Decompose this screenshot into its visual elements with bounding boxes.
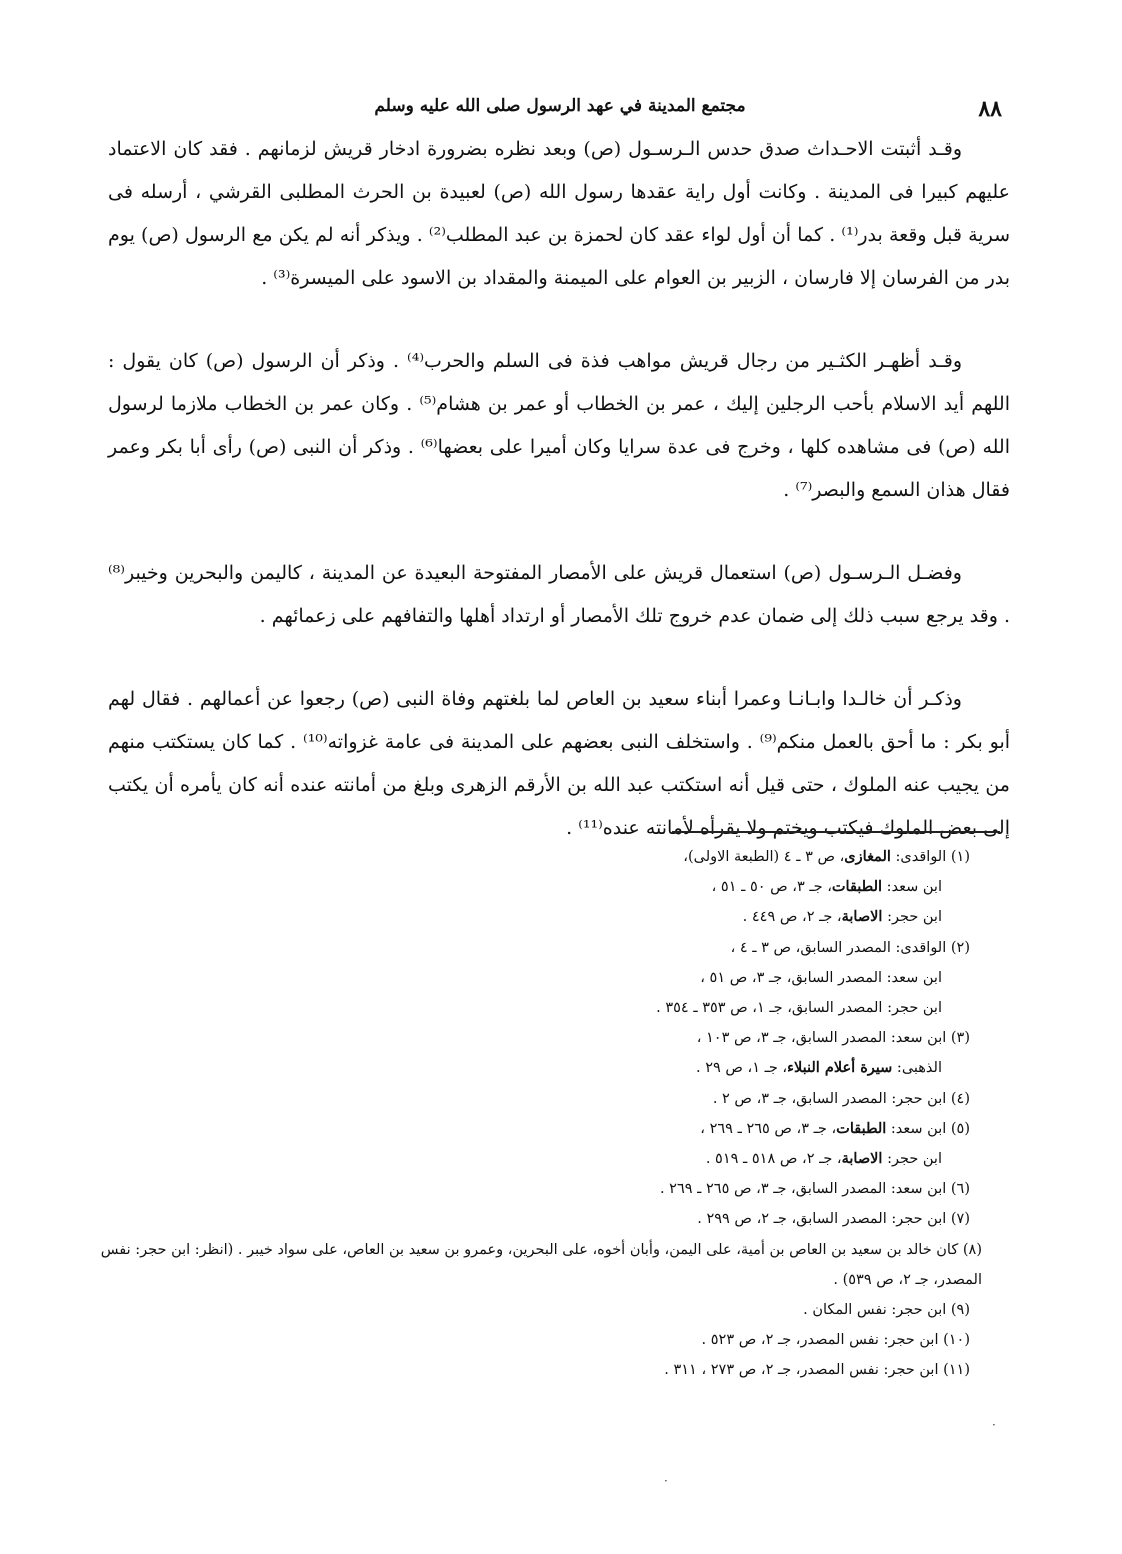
footnote-reference: ، جـ ١، ص ٢٩ .: [695, 1060, 788, 1077]
page-number: ٨٨: [978, 96, 1002, 122]
page-speck: ·: [664, 1474, 668, 1488]
footnote-source: (٧) ابن حجر:: [886, 1211, 970, 1228]
footnote-source: (٣) ابن سعد:: [886, 1030, 970, 1047]
body-text: [108, 128, 1010, 850]
footnote-reference: ، جـ ٢، ص ٤٤٩ .: [742, 909, 842, 926]
footnote-source: (٤) ابن حجر:: [886, 1090, 970, 1107]
paragraph: وذكـر أن خالـدا وابـانـا وعمرا أبناء سعيد بن العاص لما بلغتهم وفاة النبى (ص) رجعوا عن أعمالهم . فقال لهم أبو بكر : ما أحق بالعمل منكم⁽⁹⁾ . واستخلف النبى بعضهم على المدينة فى عامة غزواته⁽¹⁰⁾ . كما كان يستكتب منهم من يجيب عنه الملوك ، حتى قيل أنه استكتب عبد الله بن الأرقم الزهرى وبلغ من أمانته عنده أنه كان يأمره أن يكتب إلى بعض الملوك فيكتب ويختم ولا يقرأه لأمانته عنده⁽¹¹⁾ .: [108, 688, 1011, 839]
running-title: مجتمع المدينة في عهد الرسول صلى الله عليه وسلم: [374, 96, 746, 116]
paragraph: وفضـل الـرسـول (ص) استعمال قريش على الأمصار المفتوحة البعيدة عن المدينة ، كاليمن والبحرين وخيبر⁽⁸⁾ . وقد يرجع سبب ذلك إلى ضمان عدم خروج تلك الأمصار أو ارتداد أهلها والتفافهم على زعمائهم .: [108, 562, 1010, 627]
footnote-line: [100, 902, 970, 932]
paragraph: وقـد أثبتت الاحـداث صدق حدس الـرسـول (ص) وبعد نظره بضرورة ادخار قريش لزمانهم . فقد كان الاعتماد عليهم كبيرا فى المدينة . وكانت أول راية عقدها رسول الله (ص) لعبيدة بن الحرث المطلبى القرشي ، أرسله فى سرية قبل وقعة بدر⁽¹⁾ . كما أن أول لواء عقد كان لحمزة بن عبد المطلب⁽²⁾ . ويذكر أنه لم يكن مع الرسول (ص) يوم بدر من الفرسان إلا فارسان ، الزبير بن العوام على الميمنة والمقداد بن الاسود على الميسرة⁽³⁾ .: [108, 138, 1011, 289]
page-speck: ·: [992, 1418, 996, 1432]
footnote-reference: نفس المكان .: [803, 1302, 887, 1319]
footnote-source: ابن حجر:: [882, 1151, 942, 1168]
footnote-line: [100, 1023, 970, 1053]
footnote-source: (٥) ابن سعد:: [886, 1120, 970, 1137]
footnote-line: [100, 1084, 970, 1114]
footnote-source: (٨) كان خالد بن سعيد بن العاص بن أمية، على اليمن، وأبان أخوه، على البحرين، وعمرو بن سعيد بن العاص، على سواد خيبر . (انظر: ابن حجر: نفس المصدر، جـ ٢، ص ٥٣٩) .: [100, 1241, 982, 1288]
footnote-title: سيرة أعلام النبلاء: [787, 1059, 893, 1077]
footnote-reference: المصدر السابق، ص ٣ ـ ٤ ،: [730, 939, 891, 956]
footnote-reference: نفس المصدر، جـ ٢، ص ٥٢٣ .: [701, 1332, 879, 1349]
footnote-line: [100, 1204, 970, 1234]
footnote-reference: المصدر السابق، جـ ٣، ص ٢٦٥ ـ ٢٦٩ .: [659, 1181, 887, 1198]
footnote-line: [100, 1053, 970, 1083]
footnote-title: الطبقات: [836, 1119, 887, 1137]
page-header: [100, 94, 1020, 128]
footnote-reference: ، ص ٣ ـ ٤ (الطبعة الاولى)،: [683, 849, 845, 865]
footnote-separator: [672, 831, 1000, 833]
footnote-title: الطبقات: [831, 878, 883, 896]
footnote-line: [100, 933, 970, 963]
footnote-line: [80, 1235, 982, 1295]
footnote-line: [100, 1325, 970, 1355]
footnote-reference: المصدر السابق، جـ ٣، ص ١٠٣ ،: [696, 1030, 887, 1047]
footnote-reference: المصدر السابق، جـ ٣، ص ٥١ ،: [700, 969, 883, 986]
footnote-line: [100, 842, 970, 872]
footnote-line: [100, 1144, 970, 1174]
footnote-source: ابن حجر:: [882, 909, 942, 926]
footnote-line: [100, 993, 970, 1023]
footnote-source: (٦) ابن سعد:: [886, 1181, 970, 1198]
footnotes: [100, 842, 982, 1386]
footnote-title: الاصابة: [841, 908, 883, 926]
footnote-reference: المصدر السابق، جـ ٣، ص ٢ .: [712, 1090, 887, 1107]
footnote-reference: ، جـ ٢، ص ٥١٨ ـ ٥١٩ .: [705, 1151, 842, 1168]
footnote-reference: ، جـ ٣، ص ٢٦٥ ـ ٢٦٩ ،: [700, 1120, 837, 1137]
footnote-line: [100, 1114, 970, 1144]
footnote-source: (١١) ابن حجر:: [878, 1362, 970, 1379]
footnote-source: ابن حجر:: [882, 1000, 942, 1017]
footnote-source: (١٠) ابن حجر:: [878, 1332, 970, 1349]
footnote-source: (١) الواقدى:: [890, 849, 970, 865]
footnote-reference: المصدر السابق، جـ ١، ص ٣٥٣ ـ ٣٥٤ .: [656, 1000, 883, 1017]
footnote-line: [100, 1174, 970, 1204]
footnote-line: [100, 1355, 970, 1385]
paragraph: وقـد أظهـر الكثـير من رجال قريش مواهب فذة فى السلم والحرب⁽⁴⁾ . وذكر أن الرسول (ص) كان يقول : اللهم أيد الاسلام بأحب الرجلين إليك ، عمر بن الخطاب أو عمر بن هشام⁽⁵⁾ . وكان عمر بن الخطاب ملازما لرسول الله (ص) فى مشاهده كلها ، وخرج فى عدة سرايا وكان أميرا على بعضها⁽⁶⁾ . وذكر أن النبى (ص) رأى أبا بكر وعمر فقال هذان السمع والبصر⁽⁷⁾ .: [108, 350, 1010, 501]
footnote-source: ابن سعد:: [882, 879, 942, 896]
footnote-source: (٩) ابن حجر:: [886, 1302, 970, 1319]
footnote-line: [100, 963, 970, 993]
footnote-line: [100, 872, 970, 902]
footnote-reference: نفس المصدر، جـ ٢، ص ٢٧٣ ، ٣١١ .: [664, 1362, 879, 1379]
footnote-source: ابن سعد:: [882, 969, 942, 986]
footnote-reference: ، جـ ٣، ص ٥٠ ـ ٥١ ،: [711, 879, 832, 896]
footnote-title: المغازى: [844, 848, 891, 865]
footnote-source: الذهبى:: [892, 1060, 942, 1077]
footnote-line: [100, 1295, 970, 1325]
footnote-title: الاصابة: [841, 1150, 883, 1168]
footnote-reference: المصدر السابق، جـ ٢، ص ٢٩٩ .: [697, 1211, 887, 1228]
footnote-source: (٢) الواقدى:: [890, 939, 970, 956]
